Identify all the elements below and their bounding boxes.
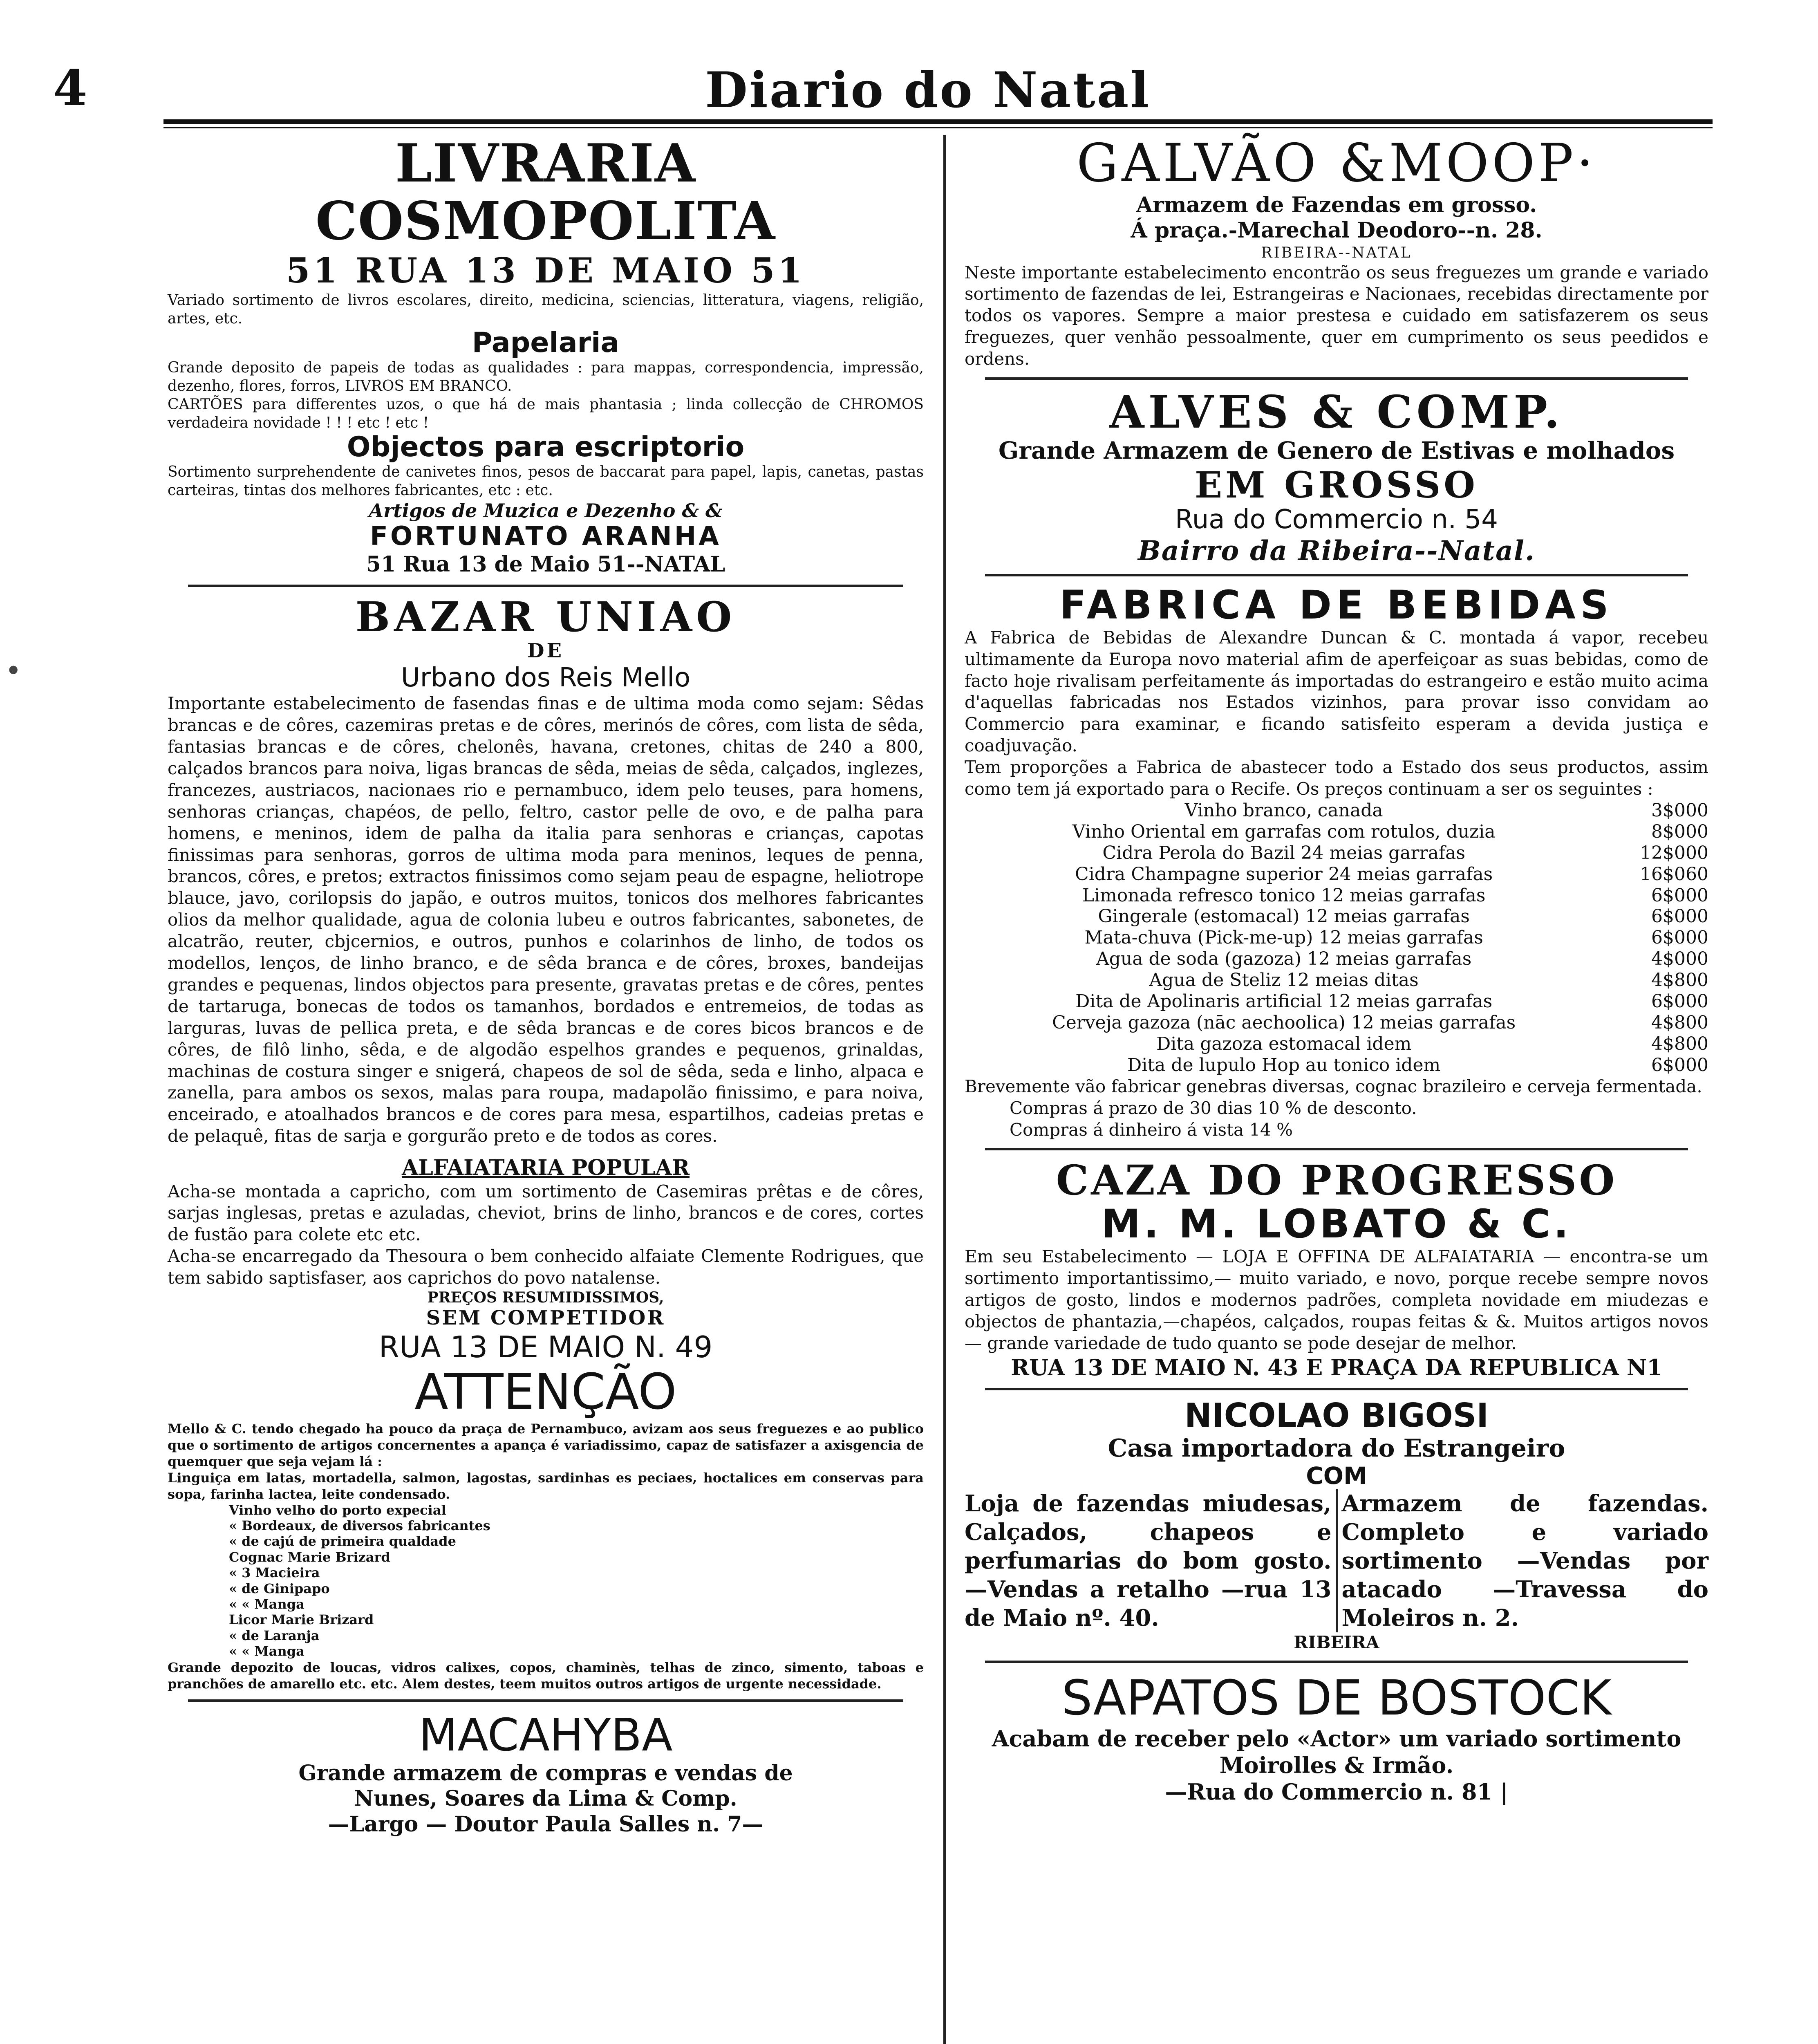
galvao-title: GALVÃO &MOOP· — [1077, 133, 1596, 194]
separator — [985, 1148, 1688, 1150]
attencao-list: Linguiça em latas, mortadella, salmon, lagostas, sardinhas es peciaes, hoctalices em conservas para sopa, farinha lactea, leite condensado. — [168, 1470, 924, 1502]
separator — [188, 1699, 903, 1702]
attencao-title: ATTENÇÃO — [414, 1363, 677, 1421]
fabrica-title: FABRICA DE BEBIDAS — [1059, 582, 1614, 628]
galvao-line-1: Armazem de Fazendas em grosso. — [1136, 192, 1537, 217]
price-item: Limonada refresco tonico 12 meias garrafas — [1082, 885, 1486, 906]
attencao-closing: Grande depozito de loucas, vidros calixes, copos, chaminès, telhas de zinco, simento, taboas e pranchões de amarello etc. etc. Alem destes, teem muitos outros artigos de urgente necessidade. — [168, 1659, 924, 1692]
galvao-line-2: Á praça.-Marechal Deodoro--n. 28. — [1131, 218, 1543, 243]
livraria-title: LIVRARIA COSMOPOLITA — [315, 133, 776, 252]
macahyba-line-1: Grande armazem de compras e vendas de — [298, 1761, 793, 1786]
fabrica-dinheiro: Compras á dinheiro á vista 14 % — [1010, 1119, 1293, 1140]
price-row — [960, 1033, 1713, 1055]
livraria-footer: 51 Rua 13 de Maio 51--NATAL — [366, 551, 725, 577]
price-value: 6$000 — [1651, 906, 1708, 927]
progresso-title: CAZA DO PROGRESSO — [1056, 1156, 1617, 1205]
price-item: Dita gazoza estomacal idem — [1156, 1033, 1412, 1054]
progresso-address: RUA 13 DE MAIO N. 43 E PRAÇA DA REPUBLICA N1 — [1011, 1354, 1662, 1381]
right-column — [960, 135, 1713, 1805]
livraria-intro: Variado sortimento de livros escolares, direito, medicina, sciencias, litteratura, viagens, religião, artes, etc. — [168, 292, 924, 327]
left-column — [163, 135, 928, 1837]
attencao-item: « « Manga — [229, 1596, 304, 1612]
bigosi-split — [960, 1489, 1713, 1632]
objectos-heading: Objectos para escriptorio — [347, 431, 745, 464]
ad-macahyba — [163, 1709, 928, 1838]
papelaria-heading: Papelaria — [472, 327, 620, 359]
price-item: Cerveja gazoza (nāc aechoolica) 12 meias garrafas — [1052, 1012, 1516, 1033]
price-item: Mata-chuva (Pick-me-up) 12 meias garrafas — [1084, 927, 1483, 948]
ad-progresso — [960, 1158, 1713, 1381]
alfaiataria-text-2: Acha-se encarregado da Thesoura o bem conhecido alfaiate Clemente Rodrigues, que tem sabido saptisfaser, aos caprichos do povo natalense. — [168, 1246, 924, 1288]
alfaiataria-heading: ALFAIATARIA POPULAR — [401, 1155, 690, 1181]
separator — [985, 1661, 1688, 1663]
ad-livraria — [163, 135, 928, 577]
ad-galvao — [960, 135, 1713, 370]
price-item: Cidra Perola do Bazil 24 meias garrafas — [1102, 842, 1465, 863]
bigosi-ribeira: RIBEIRA — [1294, 1632, 1379, 1653]
price-item: Dita de Apolinaris artificial 12 meias garrafas — [1075, 991, 1493, 1012]
ad-bazar — [163, 594, 928, 1364]
bazar-sem: SEM COMPETIDOR — [426, 1307, 665, 1330]
bazar-de: DE — [527, 639, 564, 662]
price-value: 3$000 — [1651, 800, 1708, 821]
attencao-text: Mello & C. tendo chegado ha pouco da praça de Pernambuco, avizam aos seus freguezes e ao publico que o sortimento de artigos concernentes a apança é variadissimo, capaz de satisfazer a axisgencia de quemquer que seja vejam lá : — [168, 1421, 924, 1469]
price-row — [960, 864, 1713, 885]
masthead-rule — [163, 119, 1713, 124]
price-value: 6$000 — [1651, 1054, 1708, 1076]
alfaiataria-text-1: Acha-se montada a capricho, com um sortimento de Casemiras prêtas e de côres, sarjas inglesas, pretas e azuladas, cheviot, brins de linho, brancos e de cores, cortes de fustão para colete etc etc. — [168, 1181, 924, 1245]
sapatos-line-1: Acabam de receber pelo «Actor» um variado sortimento Moirolles & Irmão. — [992, 1726, 1681, 1779]
separator — [985, 574, 1688, 576]
macahyba-line-3: —Largo — Doutor Paula Salles n. 7— — [328, 1811, 763, 1837]
price-value: 4$800 — [1651, 970, 1708, 991]
separator — [188, 585, 903, 587]
alves-line-1: Grande Armazem de Genero de Estivas e molhados — [998, 437, 1675, 465]
alves-line-2: EM GROSSO — [1195, 463, 1478, 506]
price-row — [960, 927, 1713, 948]
price-row — [960, 1012, 1713, 1033]
price-row — [960, 885, 1713, 906]
cartoes-text: CARTÕES para differentes uzos, o que há de mais phantasia ; linda collecção de CHROMOS verdadeira novidade ! ! ! etc ! etc ! — [168, 396, 924, 432]
price-item: Gingerale (estomacal) 12 meias garrafas — [1098, 906, 1470, 927]
attencao-item: « de Ginipapo — [229, 1580, 330, 1596]
paper-title: Diario do Natal — [705, 61, 1151, 119]
bigosi-line-2: COM — [1306, 1462, 1367, 1490]
bigosi-line-1: Casa importadora do Estrangeiro — [1108, 1434, 1565, 1463]
bigosi-title: NICOLAO BIGOSI — [1184, 1396, 1489, 1435]
column-divider — [943, 135, 946, 2044]
price-row — [960, 843, 1713, 864]
margin-mark: • — [5, 654, 22, 688]
sapatos-line-2: —Rua do Commercio n. 81 | — [1165, 1778, 1508, 1805]
fabrica-intro: A Fabrica de Bebidas de Alexandre Duncan & C. montada á vapor, recebeu ultimamente da Europa novo material afim de aperfeiçoar as suas bebidas, como de facto hoje rivalisam perfeitamente ás importadas do estrangeiro e estão muito acima d'aquellas fabricadas nos Estados vizinhos, para provar isso convidam ao Commercio para examinar, e ficando satisfeito esperam a devida justiça e coadjuvação. — [965, 627, 1708, 756]
price-value: 6$000 — [1651, 885, 1708, 906]
ad-sapatos — [960, 1670, 1713, 1805]
page-number: 4 — [53, 59, 87, 117]
bigosi-right-col: Armazem de fazendas. Completo e variado sortimento —Vendas por atacado —Travessa do Moleiros n. 2. — [1341, 1490, 1708, 1632]
galvao-line-3: RIBEIRA--NATAL — [1261, 244, 1412, 261]
price-row — [960, 800, 1713, 821]
bazar-address: RUA 13 DE MAIO N. 49 — [378, 1329, 713, 1364]
attencao-item: « 3 Macieira — [229, 1565, 320, 1581]
masthead — [163, 61, 1692, 127]
macahyba-line-2: Nunes, Soares da Lima & Comp. — [354, 1786, 737, 1811]
attencao-item: « « Manga — [229, 1643, 304, 1659]
price-item: Cidra Champagne superior 24 meias garrafas — [1075, 863, 1493, 885]
price-value: 4$000 — [1651, 948, 1708, 970]
bazar-text: Importante estabelecimento de fasendas finas e de ultima moda como sejam: Sêdas brancas e de côres, cazemiras pretas e de côres, merinós de côres, com lista de sêda, fantasias brancas e de côres, chelonês, havana, cretones, chitas de 240 a 800, calçados brancos para noiva, ligas brancas de sêda, meias de sêda, calçados, inglezes, francezes, austriacos, nacionaes rio e pernambuco, idem pelo teuses, para homens, senhoras crianças, chapéos, de pello, feltro, castor pelle de ovo, e de palha para homens, e meninos, idem de palha da italia para senhoras e crianças, capotas finissimas para senhoras, gorros de ultima moda para meninos, leques de penna, brancos, côres, e pretos; extractos finissimos como sejam peau de espagne, heliotrope blauce, javo, corilopsis do japão, e outros muitos, tonicos dos melhores fabricantes olios da melhor qualidade, agua de colonia lubeu e outros fabricantes, sabonetes, de alcatrão, reuter, cbjcernios, e outros, punhos e colarinhos de linho, de todos os modellos, lenços, de linho branco, e de sêda branca e de côres, broxes, bandeijas grandes e pequenas, lindos objectos para presente, gravatas pretas e de côres, pentes de tartaruga, bonecas de todos os tamanhos, bordados e entremeios, de todas as larguras, luvas de pellica preta, e de sêda brancas e de cores bicos brancos e de côres, de filô linho, sêda, e de algodão espelhos grandes e pequenos, grinaldas, machinas de costura singer e snigerá, chapeos de sol de sêda, seda e linho, alpaca e zanella, para ambos os sexos, malas para roupa, madapolão finissimo, e para noiva, enceirado, e atoalhados brancos e de cores para mesa, espartilhos, cadeias pretas e de pelaquê, fitas de sarja e gorgurão preto e de todos as cores. — [168, 693, 924, 1146]
sapatos-title: SAPATOS DE BOSTOCK — [1061, 1669, 1612, 1726]
livraria-address: 51 RUA 13 DE MAIO 51 — [286, 250, 806, 291]
separator — [985, 1388, 1688, 1390]
price-value: 6$000 — [1651, 991, 1708, 1012]
galvao-text: Neste importante estabelecimento encontrão os seus freguezes um grande e variado sortimento de fazendas de lei, Estrangeiras e Nacionaes, recebidas directamente por todos os vapores. Sempre a maior prestesa e cuidado em satisfazerem os seus freguezes, quer venhão pessoalmente, quer em cumprimento os seus peedidos e ordens. — [965, 262, 1708, 369]
attencao-item: « de Laranja — [229, 1627, 320, 1643]
artigos-line: Artigos de Muzica e Dezenho & & — [369, 499, 723, 522]
price-row — [960, 948, 1713, 970]
attencao-item: « Bordeaux, de diversos fabricantes — [229, 1518, 490, 1534]
price-row — [960, 906, 1713, 927]
bigosi-left-col: Loja de fazendas miudesas, Calçados, chapeos e perfumarias do bom gosto. —Vendas a retalho —rua 13 de Maio nº. 40. — [960, 1489, 1338, 1632]
fabrica-breve: Brevemente vão fabricar genebras diversas, cognac brazileiro e cerveja fermentada. — [965, 1076, 1702, 1096]
price-value: 4$800 — [1651, 1033, 1708, 1054]
attencao-item: Licor Marie Brizard — [229, 1612, 374, 1628]
price-row — [960, 970, 1713, 991]
attencao-item: Vinho velho do porto expecial — [229, 1502, 446, 1518]
separator — [985, 377, 1688, 380]
alves-line-3: Rua do Commercio n. 54 — [1175, 504, 1498, 535]
price-item: Agua de soda (gazoza) 12 meias garrafas — [1096, 948, 1472, 970]
attencao-item: « de cajú de primeira qualdade — [229, 1533, 456, 1549]
price-value: 6$000 — [1651, 927, 1708, 948]
bazar-title: BAZAR UNIAO — [355, 592, 736, 641]
attencao-items — [229, 1502, 928, 1659]
ad-alves — [960, 387, 1713, 567]
alves-title: ALVES & COMP. — [1109, 385, 1564, 439]
price-item: Agua de Steliz 12 meias ditas — [1149, 970, 1419, 991]
price-item: Vinho branco, canada — [1184, 800, 1383, 821]
alves-line-4: Bairro da Ribeira--Natal. — [1138, 535, 1535, 567]
ad-bigosi — [960, 1398, 1713, 1653]
fabrica-intro-2: Tem proporções a Fabrica de abastecer todo a Estado dos seus productos, assim como tem já exportado para o Recife. Os preços continuam a ser os seguintes : — [965, 757, 1708, 799]
price-value: 12$000 — [1640, 842, 1708, 863]
attencao-item: Cognac Marie Brizard — [229, 1549, 390, 1565]
price-row — [960, 821, 1713, 843]
price-item: Dita de lupulo Hop au tonico idem — [1127, 1054, 1441, 1076]
ad-attencao — [163, 1364, 928, 1692]
ad-fabrica — [960, 584, 1713, 1141]
macahyba-title: MACAHYBA — [419, 1708, 673, 1761]
price-row — [960, 991, 1713, 1012]
price-item: Vinho Oriental em garrafas com rotulos, duzia — [1072, 821, 1496, 842]
progresso-owner: M. M. LOBATO & C. — [1101, 1201, 1572, 1247]
price-value: 8$000 — [1651, 821, 1708, 842]
price-value: 16$060 — [1640, 863, 1708, 885]
price-value: 4$800 — [1651, 1012, 1708, 1033]
livraria-owner: FORTUNATO ARANHA — [370, 521, 721, 551]
bazar-owner: Urbano dos Reis Mello — [401, 662, 691, 693]
fabrica-prazo: Compras á prazo de 30 dias 10 % de desconto. — [1010, 1098, 1417, 1118]
objectos-text: Sortimento surprehendente de canivetes finos, pesos de baccarat para papel, lapis, canetas, pastas carteiras, tintas dos melhores fabricantes, etc : etc. — [168, 463, 924, 499]
price-row — [960, 1055, 1713, 1076]
progresso-text: Em seu Estabelecimento — LOJA E OFFINA DE ALFAIATARIA — encontra-se um sortimento importantissimo,— muito variado, e novo, porque recebe sempre novos artigos de gosto, lindos e modernos padrões, completa novidade em miudezas e objectos de phantazia,—chapéos, calçados, roupas feitas & &. Muitos artigos novos— grande variedade de tudo quanto se pode desejar de melhor. — [965, 1246, 1708, 1353]
price-table — [960, 800, 1713, 1076]
bazar-precos: PREÇOS RESUMIDISSIMOS, — [427, 1289, 664, 1307]
papelaria-text: Grande deposito de papeis de todas as qualidades : para mappas, correspondencia, impressão, dezenho, flores, forros, LIVROS EM BRANCO. — [168, 359, 924, 395]
masthead-rule-thin — [163, 127, 1713, 128]
